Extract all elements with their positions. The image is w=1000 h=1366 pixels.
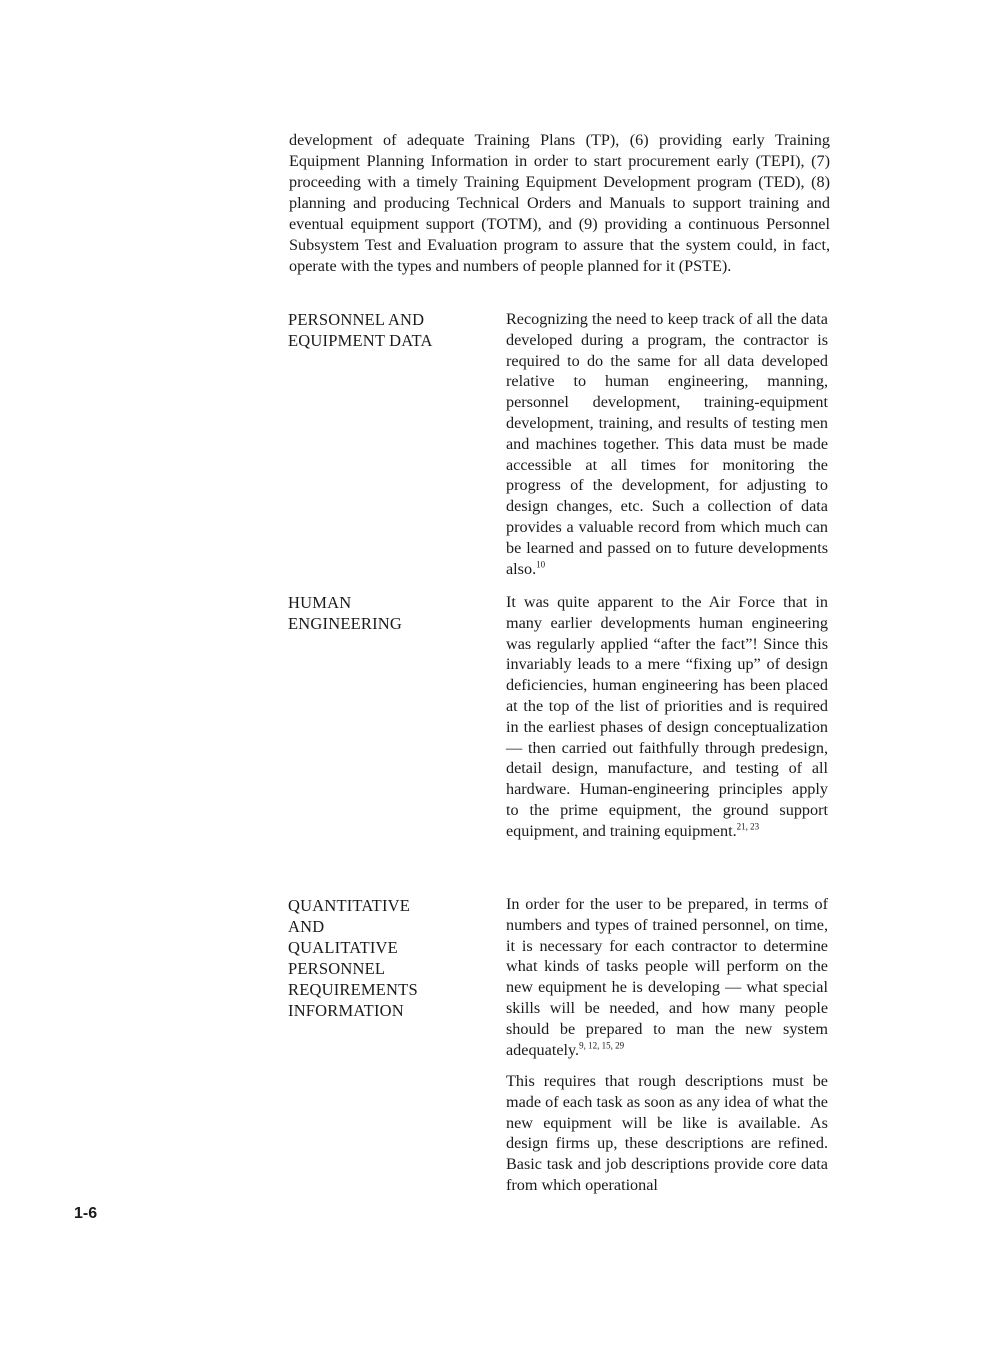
- paragraph-text: Recognizing the need to keep track of all the data developed during a program, the contractor is required to do the same for all data developed relative to human engineering, manning, personnel development, training-equipment development, training, and results of testing men and machines together. This data must be made accessible at all times for monitoring the progress of the development, for adjusting to design changes, etc. Such a collection of data provides a valuable record from which much can be learned and passed on to future developments also.: [506, 310, 828, 578]
- section-paragraph-personnel-requirements-2: [506, 1071, 828, 1196]
- section-heading-personnel-requirements: QUANTITATIVE AND QUALITATIVE PERSONNEL REQUIREMENTS INFORMATION: [288, 896, 418, 1020]
- section-heading-personnel-equipment-data: PERSONNEL AND EQUIPMENT DATA: [288, 310, 433, 350]
- paragraph-text: This requires that rough descriptions must be made of each task as soon as any idea of what the new equipment will be like is available. As design firms up, these descriptions are refined. Basic task and job descriptions provide core data from which operational: [506, 1072, 828, 1194]
- section-paragraph-personnel-requirements-1: [506, 894, 828, 1060]
- page-number: 1-6: [74, 1205, 98, 1222]
- section-paragraph-human-engineering: [506, 592, 828, 842]
- reference-superscript: 9, 12, 15, 29: [579, 1040, 625, 1051]
- section-paragraph-personnel-equipment-data: [506, 309, 828, 579]
- paragraph-text: In order for the user to be prepared, in terms of numbers and types of trained personnel, on time, it is necessary for each contractor to determine what kinds of tasks people will perform on the new equipment he is developing — what special skills will be needed, and how many people should be prepared to man the new system adequately.: [506, 895, 828, 1059]
- section-heading-human-engineering: HUMAN ENGINEERING: [288, 593, 403, 633]
- reference-superscript: 21, 23: [736, 821, 760, 832]
- reference-superscript: 10: [536, 559, 546, 570]
- intro-paragraph: development of adequate Training Plans (TP), (6) providing early Training Equipment Planning Information in order to start procurement early (TEPI), (7) proceeding with a timely Training Equipment Development program (TED), (8) planning and producing Technical Orders and Manuals to support training and eventual equipment support (TOTM), and (9) providing a continuous Personnel Subsystem Test and Evaluation program to assure that the system could, in fact, operate with the types and numbers of people planned for it (PSTE).: [289, 131, 830, 275]
- paragraph-text: It was quite apparent to the Air Force that in many earlier developments human engineering was regularly applied “after the fact”! Since this invariably leads to a mere “fixing up” of design deficiencies, human engineering has been placed at the top of the list of priorities and is required in the earliest phases of design conceptualization — then carried out faithfully through predesign, detail design, manufacture, and testing of all hardware. Human-engineering principles apply to the prime equipment, the ground support equipment, and training equipment.: [506, 593, 828, 840]
